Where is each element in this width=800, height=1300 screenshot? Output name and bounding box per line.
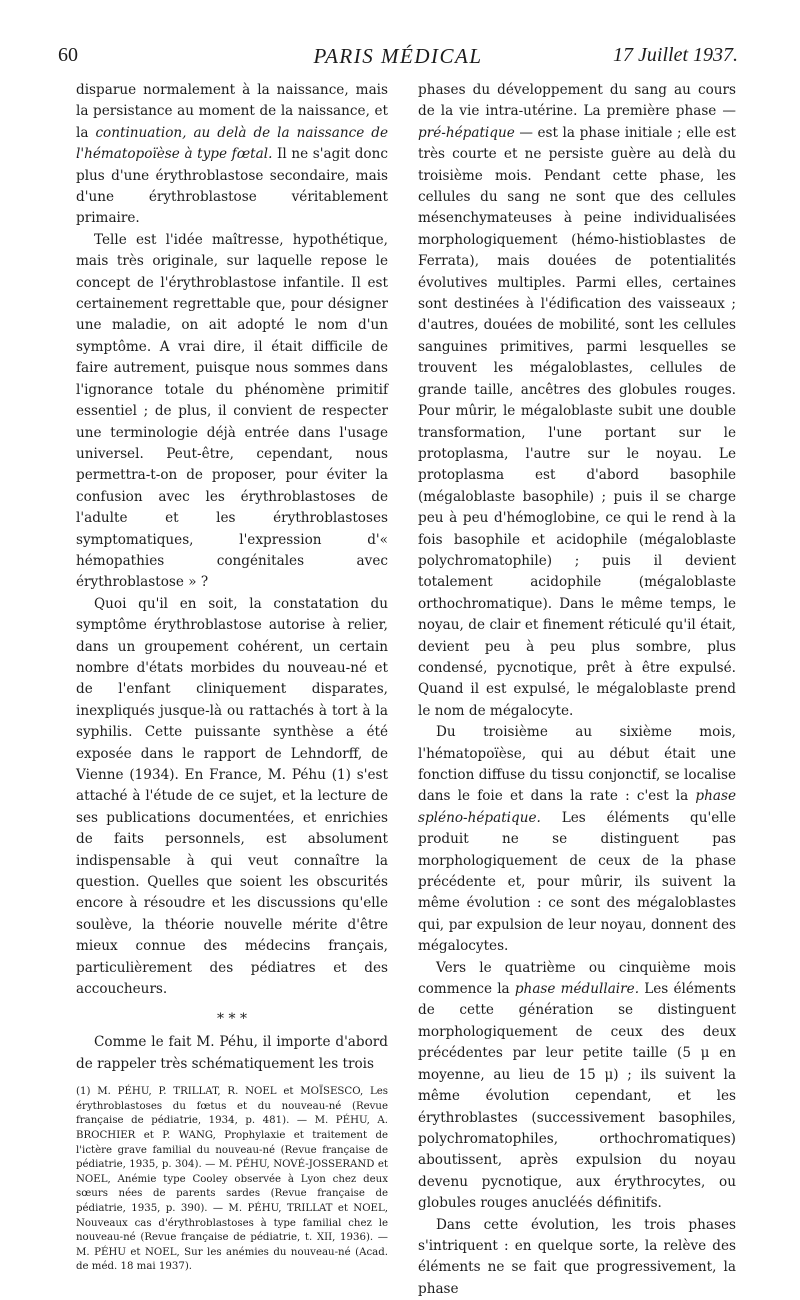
section-separator: * * * <box>217 1011 247 1028</box>
journal-title: PARIS MÉDICAL <box>313 44 483 68</box>
paragraph-6-c: Les éléments qu'elle produit ne se distinguent pas morphologiquement de ceux de la phase précédente et, pour mûrir, ils suivent la même évolution : ce sont des mégaloblastes qui, par expulsion de leur noyau, donnent des mégalocytes. <box>418 809 736 955</box>
page-header <box>58 40 738 76</box>
paragraph-7-c: Les éléments de cette génération se distinguent morphologiquement de ceux des deux précédentes par leur petite taille (5 μ en moyenne, au lieu de 15 μ) ; ils suivent la même évolution cependant, et les érythroblastes (successivement basophiles, polychromatophiles, orthochromatiques) aboutissent, après expulsion du noyau devenu pycnotique, aux érythrocytes, ou globules rouges anucléés définitifs. <box>418 981 737 1212</box>
paragraph-5-a: phases du développement du sang au cours de la vie intra-utérine. La première phase — <box>418 82 736 120</box>
paragraph-7-a: Vers le quatrième ou cinquième mois commence la <box>418 959 736 998</box>
paragraph-7 <box>418 958 736 1215</box>
paragraph-1-end: Il ne s'agit donc plus d'une érythroblastose secondaire, mais d'une érythroblastose véritablement primaire. <box>76 146 388 227</box>
footnote: (1) M. PÉHU, P. TRILLAT, R. NOEL et MOÏSESCO, Les érythroblastoses du fœtus et du nouveau-né (Revue française de pédiatrie, 1934, p. 481). — M. PÉHU, A. BROCHIER et P. WANG, Prophylaxie et traitement de l'ictère grave familial du nouveau-né (Revue française de pédiatrie, 1935, p. 304). — M. PÉHU, NOVÉ-JOSSERAND et NOEL, Anémie type Cooley observée à Lyon chez deux sœurs nées de parents sardes (Revue française de pédiatrie, 1935, p. 390). — M. PÉHU, TRILLAT et NOEL, Nouveaux cas d'érythroblastoses à type familial chez le nouveau-né (Revue française de pédiatrie, t. XII, 1936). — M. PÉHU et NOEL, Sur les anémies du nouveau-né (Acad. de méd. 18 mai 1937). <box>76 1086 388 1273</box>
paragraph-1 <box>76 80 388 230</box>
paragraph-5 <box>418 80 736 722</box>
paragraph-6 <box>418 722 736 957</box>
paragraph-2: Telle est l'idée maîtresse, hypothétique, mais très originale, sur laquelle repose le concept de l'érythroblastose infantile. Il est certainement regrettable que, pour désigner une maladie, on ait adopté le nom d'un symptôme. A vrai dire, il était difficile de faire autrement, puisque nous sommes dans l'ignorance totale du phénomène primitif essentiel ; de plus, il convient de respecter une terminologie déjà entrée dans l'usage universel. Peut-être, cependant, nous permettra-t-on de proposer, pour éviter la confusion avec les érythroblastoses de l'adulte et les érythroblastoses symptomatiques, l'expression d'« hémopathies congénitales avec érythroblastose » ? <box>76 231 388 591</box>
paragraph-1-italic: continuation, au delà de la naissance de l'hématopoïèse à type fœtal. <box>76 124 389 163</box>
issue-date: 17 Juillet 1937. <box>613 44 738 66</box>
right-column <box>418 80 736 1300</box>
page-number: 60 <box>58 44 78 66</box>
paragraph-5-c: — est la phase initiale ; elle est très courte et ne persiste guère au delà du troisième mois. Pendant cette phase, les cellules du sang ne sont que des cellules mésenchymateuses à peine individualisées morphologiquement (hémo-histioblastes de Ferrata), mais douées de potentialités évolutives multiples. Parmi elles, certaines sont destinées à l'édification des vaisseaux ; d'autres, douées de mobilité, sont les cellules sanguines primitives, parmi lesquelles se trouvent les mégaloblastes, cellules de grande taille, ancêtres des globules rouges. Pour mûrir, le mégaloblaste subit une double transformation, l'une portant sur le protoplasma, l'autre sur le noyau. Le protoplasma est d'abord basophile (mégaloblaste basophile) ; puis il se charge peu à peu d'hémoglobine, ce qui le rend à la fois basophile et acidophile (mégaloblaste polychromatophile) ; puis il devient totalement acidophile (mégaloblaste orthochromatique). Dans le même temps, le noyau, de clair et finement réticulé qu'il était, devient peu à peu plus sombre, plus condensé, pycnotique, prêt à être expulsé. Quand il est expulsé, le mégaloblaste prend le nom de mégalocyte. <box>418 124 737 719</box>
paragraph-5-italic: pré-hépatique <box>418 124 515 141</box>
paragraph-3: Quoi qu'il en soit, la constatation du symptôme érythroblastose autorise à relier, dans un groupement cohérent, un certain nombre d'états morbides du nouveau-né et de l'enfant cliniquement disparates, inexpliqués jusque-là ou rattachés à tort à la syphilis. Cette puissante synthèse a été exposée dans le rapport de Lehndorff, de Vienne (1934). En France, M. Péhu (1) s'est attaché à l'étude de ce sujet, et la lecture de ses publications documentées, et enrichies de faits personnels, est absolument indispensable à qui veut connaître la question. Quelles que soient les obscurités encore à résoudre et les discussions qu'elle soulève, la théorie nouvelle mérite d'être mieux connue des médecins français, particulièrement des pédiatres et des accoucheurs. <box>76 595 388 998</box>
paragraph-1-start: disparue normalement à la naissance, mais la persistance au moment de la naissance, et la <box>76 82 388 141</box>
left-column <box>76 80 388 1275</box>
paragraph-7-italic: phase médullaire. <box>514 981 640 998</box>
paragraph-6-italic: phase spléno-hépatique. <box>418 788 736 826</box>
paragraph-8: Dans cette évolution, les trois phases s'intriquent : en quelque sorte, la relève des éléments ne se fait que progressivement, la phase <box>418 1216 736 1297</box>
paragraph-4: Comme le fait M. Péhu, il importe d'abord de rappeler très schématiquement les trois <box>76 1034 388 1072</box>
paragraph-6-a: Du troisième au sixième mois, l'hématopoïèse, qui au début était une fonction diffuse du tissu conjonctif, se localise dans le foie et dans la rate : c'est la <box>418 724 736 805</box>
